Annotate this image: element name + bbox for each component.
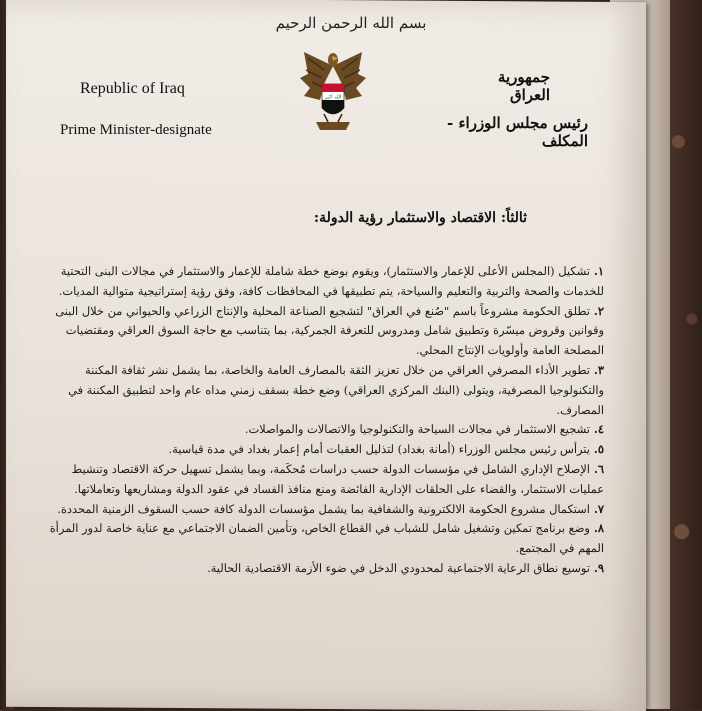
list-item: ٤.تشجيع الاستثمار في مجالات السياحة والتكنولوجيا والاتصالات والمواصلات. [244, 422, 604, 437]
list-item: ٣.تطوير الأداء المصرفي العراقي من خلال تعزيز الثقة بالمصارف العامة والخاصة، بما يشمل نشر ثقافة المكننة والتكنولوجيا المصرفية، ويتولى (البنك المركزي العراقي) وضع خطة بسقف زمني مداه عام واحد لتطبيق المكننة في المصارف. [68, 362, 604, 417]
program-items-list [44, 262, 604, 579]
arabic-country-title: جمهورية العراق [497, 68, 550, 104]
arabic-role-title: رئيس مجلس الوزراء - المكلف [447, 114, 588, 150]
background-fabric-right [668, 0, 702, 709]
english-role-title: Prime Minister-designate [60, 122, 212, 138]
list-item: ٧.استكمال مشروع الحكومة الالكترونية والشفافية بما يشمل مؤسسات الدولة كافة حسب السقوف الزمنية المحددة. [57, 501, 604, 516]
english-country-title: Republic of Iraq [80, 80, 185, 97]
list-item: ٥.يترأس رئيس مجلس الوزراء (أمانة بغداد) لتذليل العقبات أمام إعمار بغداد في مدة قياسية. [168, 442, 604, 457]
list-item: ١.تشكيل (المجلس الأعلى للإعمار والاستثمار)، ويقوم بوضع خطة شاملة للإعمار والاستثمار في مجالات البنى التحتية للخدمات والصحة والتربية والتعليم والسياحة، يتم تطبيقها في المحافظات كافة، وفق رؤية إستراتيجية متوالية المديات. [58, 264, 604, 298]
list-item: ٢.تطلق الحكومة مشروعاً باسم "صُنع في العراق" لتشجيع الصناعة المحلية والإنتاج الزراعي والحيواني من خلال البنى وقوانين وقروض ميسّرة وتطبيق شامل ومدروس للتعرفة الجمركية، بما يتناسب مع حاجة السوق العراقي ومقتضيات المصلحة العامة وأولويات الإنتاج المحلي. [55, 303, 604, 358]
list-item: ٩.توسيع نطاق الرعاية الاجتماعية لمحدودي الدخل في ضوء الأزمة الاقتصادية الحالية. [207, 560, 604, 575]
list-item: ٨.وضع برنامج تمكين وتشغيل شامل للشباب في القطاع الخاص، وتأمين الضمان الاجتماعي مع عناية خاصة لدور المرأة المهم في المجتمع. [49, 521, 604, 556]
section-heading: ثالثاً: الاقتصاد والاستثمار رؤية الدولة: [313, 210, 527, 226]
list-item: ٦.الإصلاح الإداري الشامل في مؤسسات الدولة حسب دراسات مُحكَمة، وبما يشمل تسهيل حركة الاقتصاد وتنشيط عمليات الاستثمار، والقضاء على الحلقات الإدارية الفائضة ومنع منافذ الفساد في عقود الدولة ومشاريعها وتعاملاتها. [71, 461, 604, 496]
iraq-eagle-emblem-icon [298, 44, 368, 144]
emblem-text: الله أكبر [324, 94, 342, 101]
basmala: بسم الله الرحمن الرحيم [275, 14, 427, 32]
